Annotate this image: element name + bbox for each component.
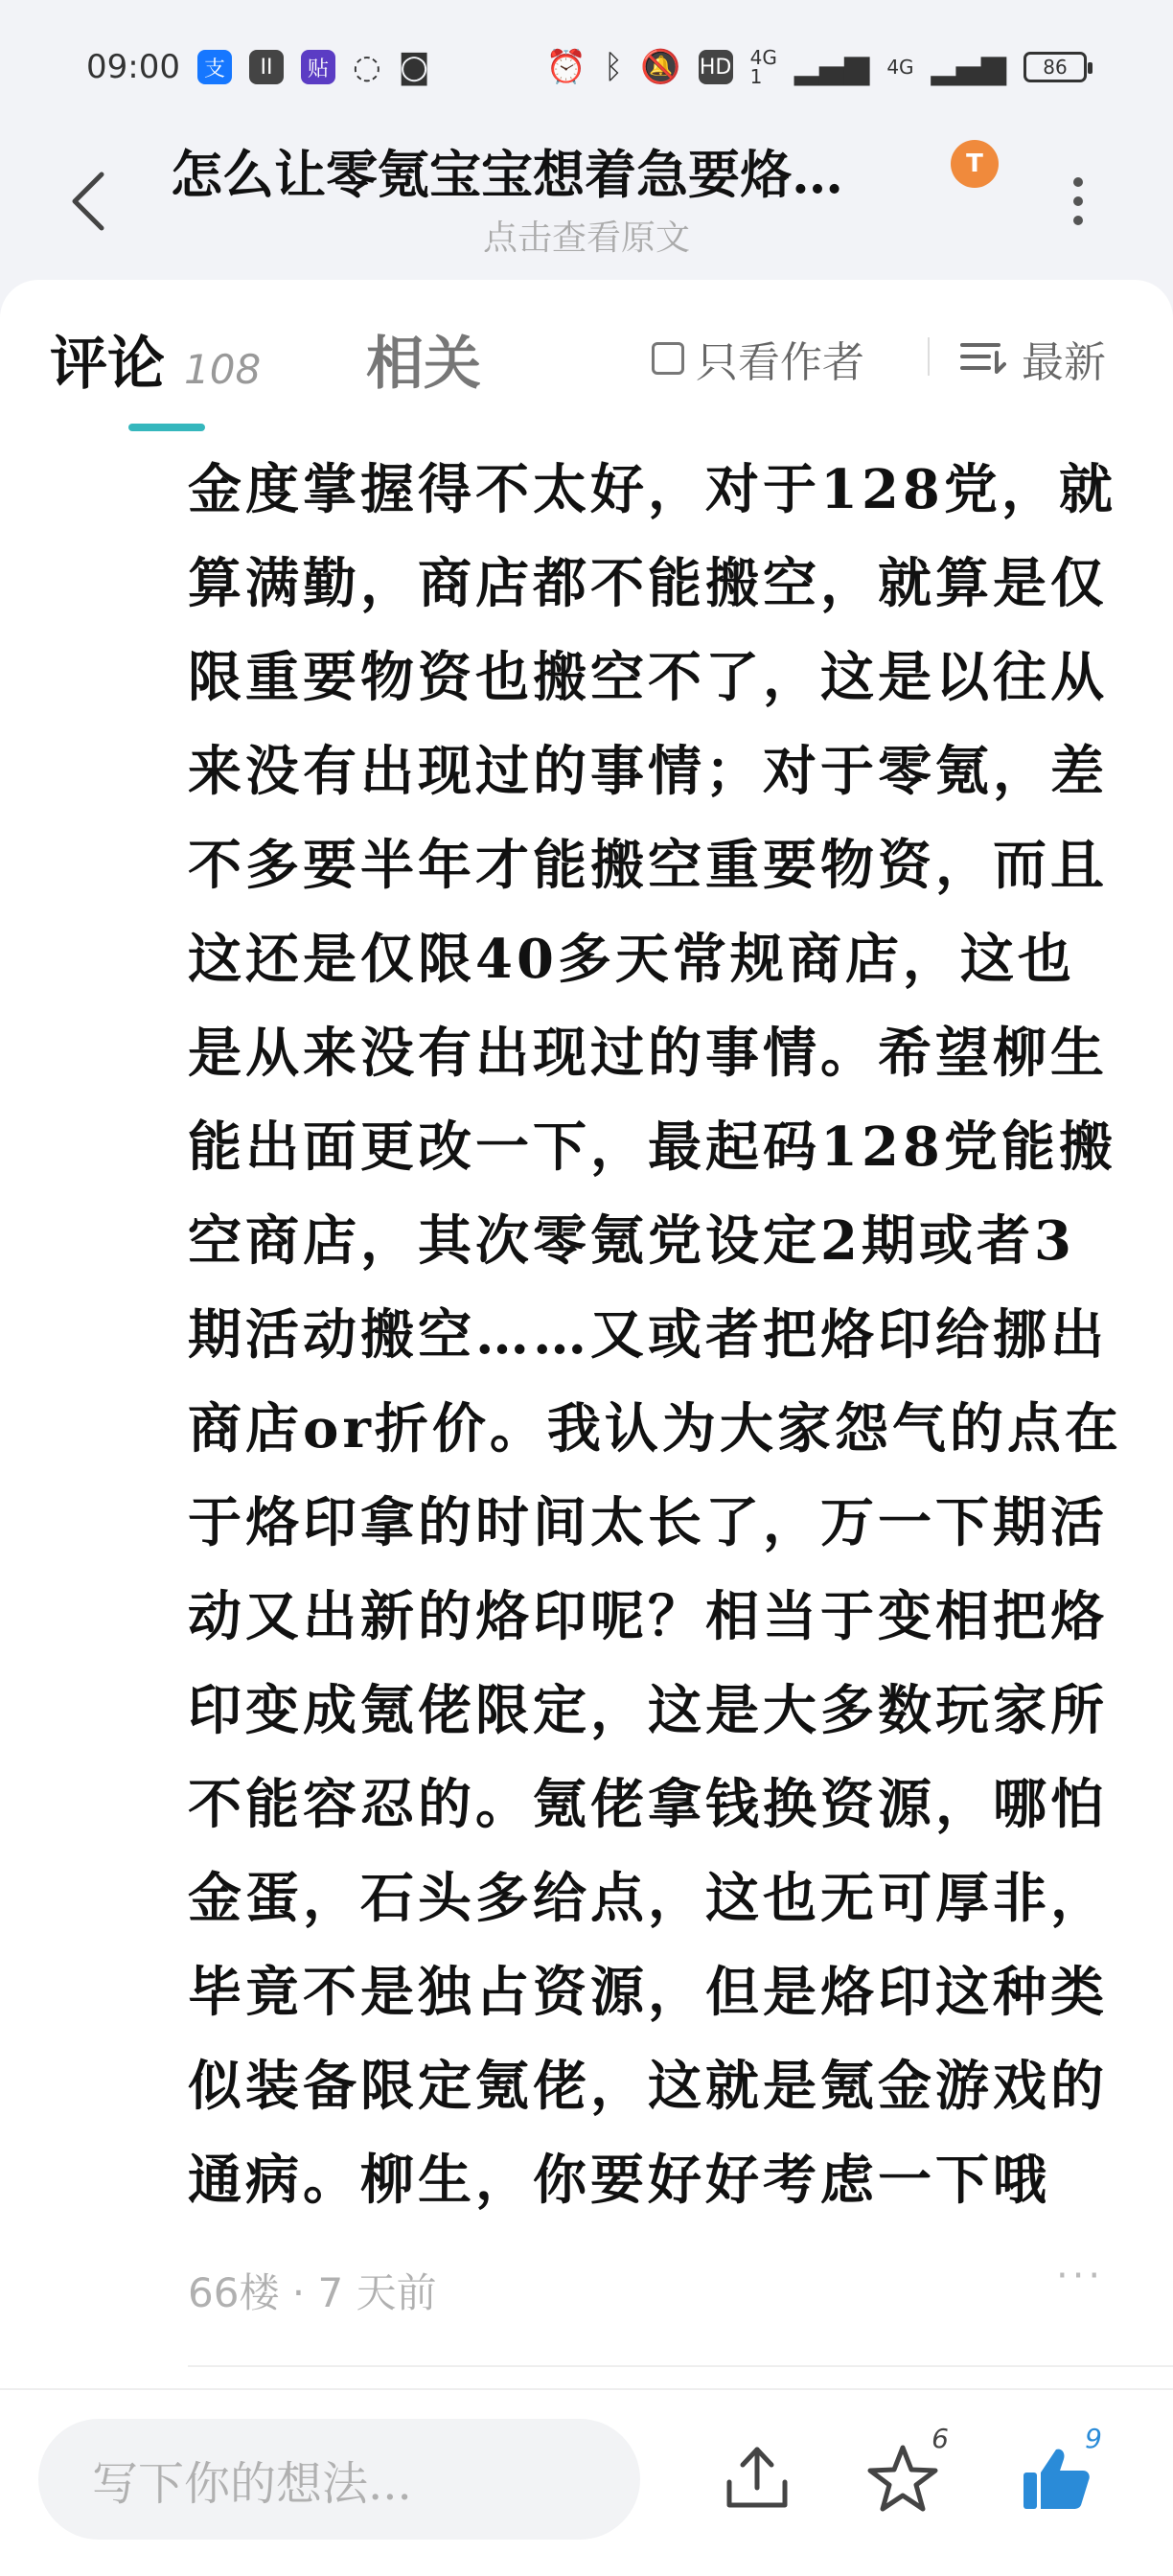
alipay-icon: 支 [197,50,232,84]
alarm-icon: ⏰ [545,48,586,86]
signal-icon: ▂▄▆ [794,48,870,86]
status-bar-left [86,48,430,86]
comment-input[interactable]: 写下你的想法... [38,2419,640,2540]
pause-app-icon: II [249,50,284,84]
network-sim: 1 [749,65,763,88]
like-count: 9 [1085,2423,1102,2454]
header [0,134,1173,278]
status-bar-right [546,48,1087,86]
network-type: 4G [749,46,777,69]
sort-button[interactable] [960,328,1106,389]
comment-more-button[interactable]: ··· [1056,2254,1105,2298]
bottom-bar [0,2388,1173,2576]
app-icon: ◙ [398,48,430,86]
favorite-button[interactable] [855,2423,951,2526]
comments-count: 108 [184,346,262,393]
dot-icon [1073,177,1083,187]
tieba-icon: 贴 [301,50,335,84]
share-button[interactable] [709,2430,805,2526]
share-icon [724,2444,791,2513]
tab-comments[interactable] [50,318,261,401]
divider [928,337,930,376]
dot-icon [1073,196,1083,206]
tab-bar [0,318,1173,424]
clock: 09:00 [86,48,180,86]
tab-comments-label: 评论 [50,331,165,398]
comments-panel [0,280,1173,2388]
only-author-toggle[interactable] [652,328,864,389]
hd-icon: HD [699,50,733,84]
post-title[interactable]: 怎么让零氪宝宝想着急要烙… [171,144,843,201]
comment-divider [188,2365,1173,2367]
comment-text: 金度掌握得不太好，对于128党，就算满勤，商店都不能搬空，就算是仅限重要物资也搬空不了，这是以往从来没有出现过的事情；对于零氪，差不多要半年才能搬空重要物资，而且这还是仅限40多天常规商店，这也是从来没有出现过的事情。希望柳生能出面更改一下，最起码128党能搬空商店，其次零氪党设定2期或者3期活动搬空……又或者把烙印给挪出商店or折价。我认为大家怨气的点在于烙印拿的时间太长了，万一下期活动又出新的烙印呢？相当于变相把烙印变成氪佬限定，这是大多数玩家所不能容忍的。氪佬拿钱换资源，哪怕金蛋，石头多给点，这也无可厚非，毕竟不是独占资源，但是烙印这种类似装备限定氪佬，这就是氪金游戏的通病。柳生，你要好好考虑一下哦 [188,458,1122,2212]
only-author-label: 只看作者 [696,338,864,387]
mute-icon: 🔕 [640,48,681,86]
network-type-2: 4G [886,56,914,79]
bluetooth-icon: ᛒ [603,48,624,86]
active-tab-indicator [128,424,205,431]
network-indicator [750,48,777,86]
chat-icon: ◌ [352,48,381,86]
comment-meta: 66楼 · 7 天前 [188,2269,437,2316]
battery-icon: 86 [1024,52,1087,82]
view-original-link[interactable]: 点击查看原文 [482,218,690,258]
sort-label: 最新 [1022,338,1106,387]
like-button[interactable] [1008,2423,1104,2526]
signal-icon-2: ▂▄▆ [931,48,1006,86]
author-avatar[interactable]: T [951,140,999,188]
status-bar [0,0,1173,134]
checkbox-icon [652,342,684,375]
thumbs-up-icon [1020,2444,1092,2513]
network-indicator-2 [886,58,913,77]
tab-related[interactable]: 相关 [366,331,481,398]
sort-icon [960,339,1006,378]
favorite-count: 6 [932,2423,949,2454]
star-icon [866,2444,939,2513]
